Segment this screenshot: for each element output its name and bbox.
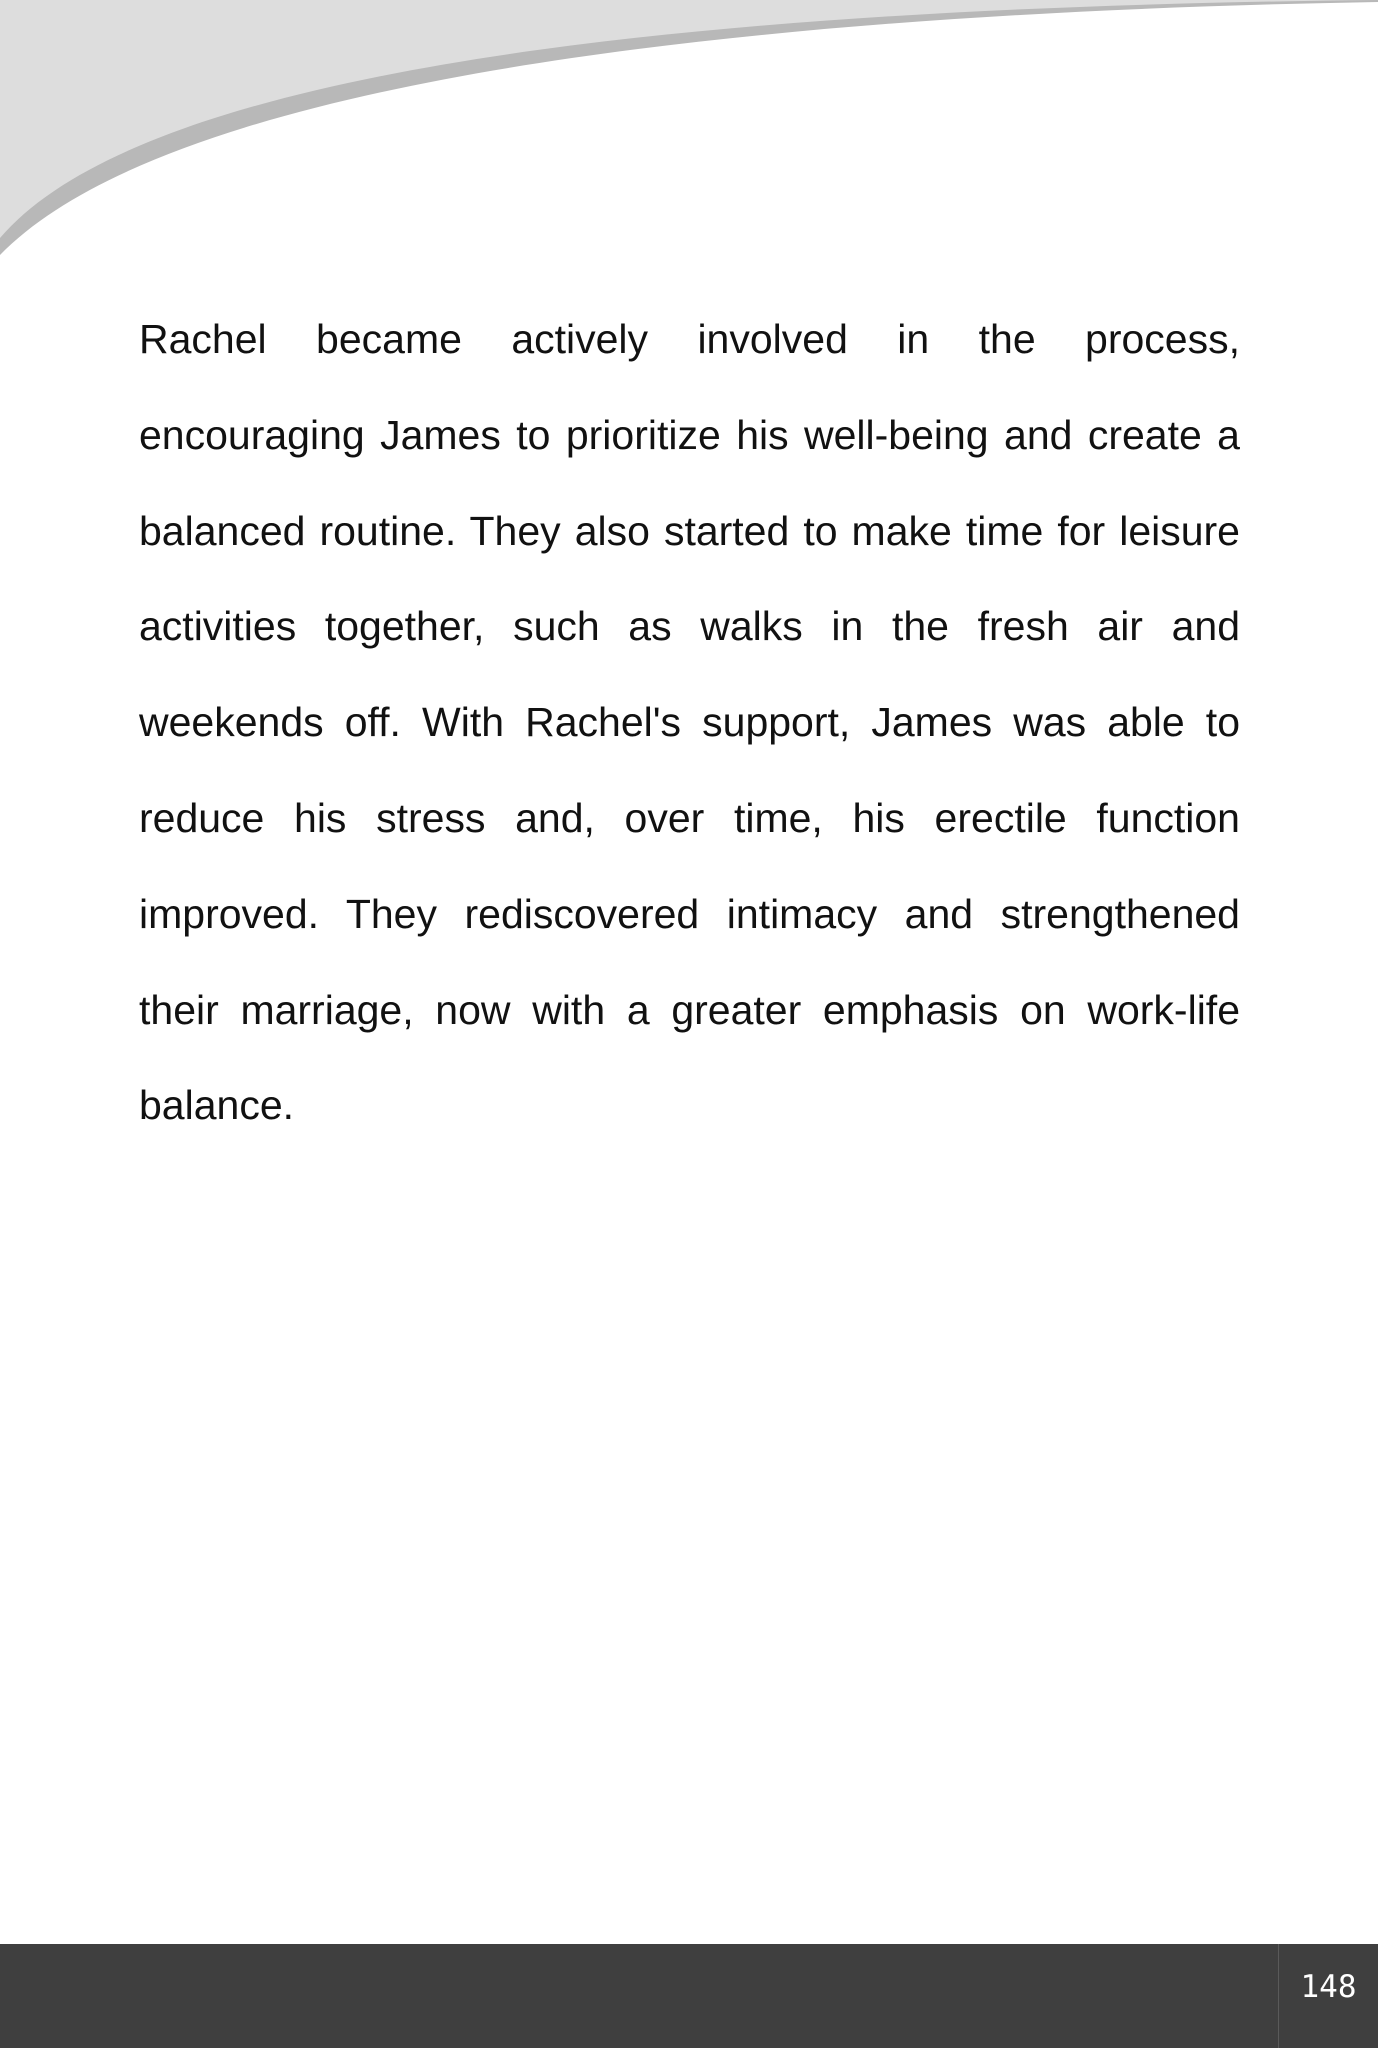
body-paragraph: Rachel became actively involved in the process, encouraging James to prioritize his well-being and create a balanced routine. They also started to make time for leisure activities together, such as walks in the fresh air and weekends off. With Rachel's support, James was able to reduce his stress and, over time, his erectile function improved. They rediscovered intimacy and strengthened their marriage, now with a greater emphasis on work-life balance. xyxy=(139,316,1240,1129)
page-number: 148 xyxy=(1300,1969,1357,2005)
footer-bar xyxy=(0,1944,1378,2048)
decorative-corner-swoosh xyxy=(0,0,1378,300)
page-number-box xyxy=(1278,1944,1378,2048)
